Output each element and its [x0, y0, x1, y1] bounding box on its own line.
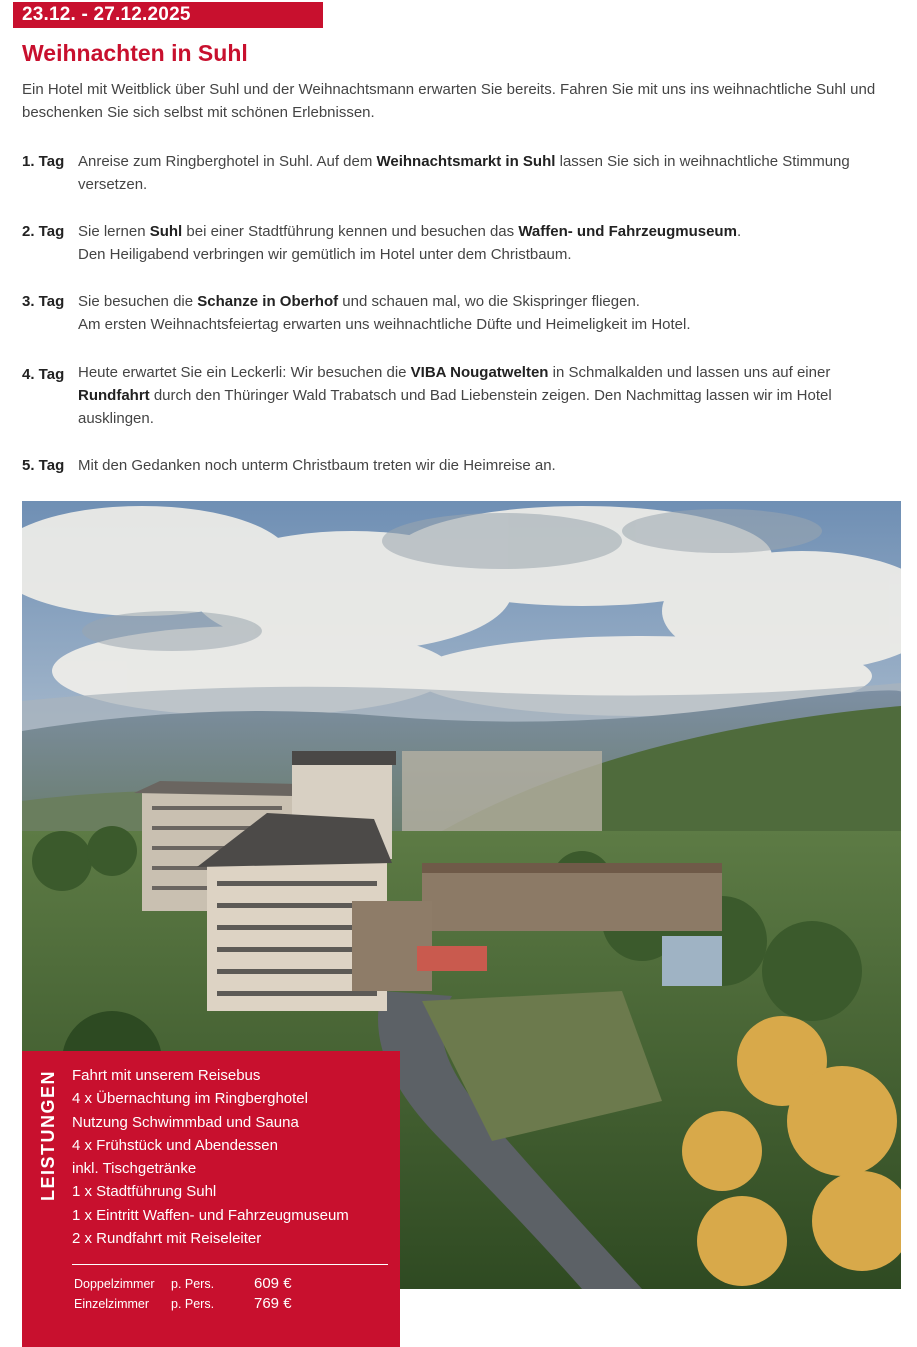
day-text-segment: Am ersten Weihnachtsfeiertag erwarten uns weihnachtliche Düfte und Heimeligkeit im Hotel. [78, 316, 691, 333]
day-text-segment: in Schmalkalden und lassen uns auf einer [548, 364, 831, 381]
day-text-segment: und schauen mal, wo die Skispringer fliegen. [338, 293, 640, 310]
day-highlight: Schanze in Oberhof [197, 293, 339, 310]
day-description [78, 220, 902, 266]
intro-text: Ein Hotel mit Weitblick über Suhl und der Weihnachtsmann erwarten Sie bereits. Fahren Sie mit uns ins weihnachtliche Suhl und beschenken Sie sich selbst mit schönen Erlebnissen. [22, 81, 876, 121]
services-item: inkl. Tischgetränke [72, 1160, 197, 1178]
day-text-segment: Den Heiligabend verbringen wir gemütlich im Hotel unter dem Christbaum. [78, 246, 572, 263]
itinerary-day-4 [22, 361, 902, 430]
day-highlight: Weihnachtsmarkt in Suhl [376, 153, 556, 170]
day-text-segment: durch den Thüringer Wald Trabatsch und Bad Liebenstein zeigen. Den Nachmittag lassen wir im Hotel ausklingen. [78, 387, 832, 427]
services-item: 4 x Frühstück und Abendessen [72, 1136, 278, 1154]
price-amount: 609 € [254, 1275, 292, 1292]
day-label: 4. Tag [22, 366, 65, 383]
room-type: Einzelzimmer [74, 1297, 150, 1311]
day-text-segment: Anreise zum Ringberghotel in Suhl. Auf dem [78, 153, 377, 170]
date-badge: 23.12. - 27.12.2025 [13, 2, 323, 28]
day-description [78, 361, 902, 430]
services-list [72, 1064, 349, 1250]
services-item: 1 x Stadtführung Suhl [72, 1183, 217, 1201]
day-text-segment: Sie lernen [78, 223, 150, 240]
services-item: 1 x Eintritt Waffen- und Fahrzeugmuseum [72, 1206, 349, 1224]
day-highlight: VIBA Nougatwelten [410, 364, 549, 381]
itinerary-day-2 [22, 220, 902, 266]
page-title: Weihnachten in Suhl [22, 40, 248, 66]
itinerary-day-3 [22, 290, 902, 336]
services-item: 2 x Rundfahrt mit Reiseleiter [72, 1230, 262, 1248]
price-unit: p. Pers. [171, 1297, 215, 1311]
day-description [78, 150, 902, 196]
itinerary-day-5 [22, 454, 902, 477]
day-label: 5. Tag [22, 457, 65, 474]
day-highlight: Waffen- und Fahrzeugmuseum [518, 223, 737, 240]
services-box [22, 1051, 400, 1347]
services-item: Nutzung Schwimmbad und Sauna [72, 1113, 299, 1131]
room-type: Doppelzimmer [74, 1277, 155, 1291]
day-text-segment: lassen Sie sich in weihnachtliche Stimmung versetzen. [78, 153, 850, 193]
day-label: 1. Tag [22, 153, 65, 170]
day-highlight: Rundfahrt [78, 387, 150, 404]
itinerary-day-1 [22, 150, 902, 196]
day-label: 2. Tag [22, 223, 65, 240]
price-unit: p. Pers. [171, 1277, 215, 1291]
day-text-segment: Heute erwartet Sie ein Leckerli: Wir besuchen die [78, 364, 411, 381]
day-text-segment: Mit den Gedanken noch unterm Christbaum treten wir die Heimreise an. [78, 457, 556, 474]
price-amount: 769 € [254, 1295, 292, 1312]
day-highlight: Suhl [149, 223, 183, 240]
day-text-segment: Sie besuchen die [78, 293, 198, 310]
day-description [78, 454, 902, 477]
services-item: Fahrt mit unserem Reisebus [72, 1067, 261, 1084]
day-description [78, 290, 902, 336]
divider [72, 1264, 388, 1265]
day-label: 3. Tag [22, 293, 65, 310]
services-item: 4 x Übernachtung im Ringberghotel [72, 1090, 308, 1108]
day-text-segment: bei einer Stadtführung kennen und besuchen das [182, 223, 519, 240]
services-heading: LEISTUNGEN [38, 1069, 58, 1201]
day-text-segment: . [736, 223, 742, 240]
